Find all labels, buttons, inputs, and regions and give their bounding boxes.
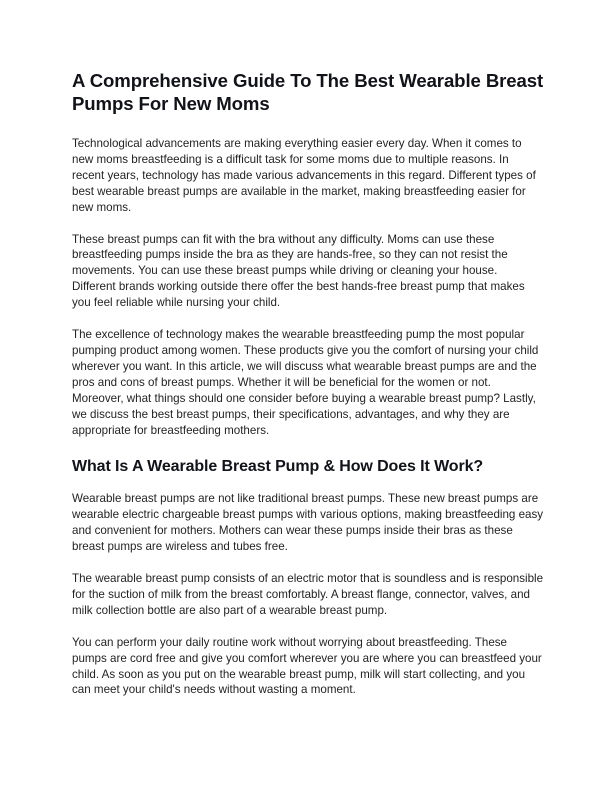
section-paragraph-2: The wearable breast pump consists of an electric motor that is soundless and is responsible for the suction of milk from the breast comfortably. A breast flange, connector, valves, and milk collection bottle are also part of a wearable breast pump.	[72, 572, 544, 617]
intro-paragraph-2: These breast pumps can fit with the bra without any difficulty. Moms can use these breastfeeding pumps inside the bra as they are hands-free, so they can not resist the movements. You can use these breast pumps while driving or cleaning your house. Different brands working outside there offer the best hands-free breast pump that makes you feel reliable while nursing your child.	[72, 232, 525, 310]
intro-paragraph-1: Technological advancements are making everything easier every day. When it comes to new moms breastfeeding is a difficult task for some moms due to multiple reasons. In recent years, technology has made various advancements in this regard. Different types of best wearable breast pumps are available in the market, making breastfeeding easier for new moms.	[72, 137, 536, 214]
intro-paragraph-3: The excellence of technology makes the wearable breastfeeding pump the most popular pumping product among women. These products give you the comfort of nursing your child wherever you want. In this article, we will discuss what wearable breast pumps are and the pros and cons of breast pumps. Whether it will be beneficial for the women or not. Moreover, what things should one consider before buying a wearable breast pump? Lastly, we discuss the best breast pumps, their specifications, advantages, and why they are appropriate for breastfeeding mothers.	[72, 328, 539, 437]
section-paragraph-3: You can perform your daily routine work without worrying about breastfeeding. These pumps are cord free and give you comfort wherever you are where you can breastfeed your child. As soon as you put on the wearable breast pump, milk will start collecting, and you can meet your child's needs without wasting a moment.	[72, 635, 542, 697]
section-heading: What Is A Wearable Breast Pump & How Does It Work?	[72, 458, 484, 476]
document-page	[72, 70, 544, 714]
section-paragraph-1: Wearable breast pumps are not like traditional breast pumps. These new breast pumps are wearable electric chargeable breast pumps with various options, making breastfeeding easy and convenient for mothers. Mothers can wear these pumps inside their bras as these breast pumps are wireless and tubes free.	[72, 492, 544, 554]
document-title: A Comprehensive Guide To The Best Wearable Breast Pumps For New Moms	[72, 70, 544, 114]
